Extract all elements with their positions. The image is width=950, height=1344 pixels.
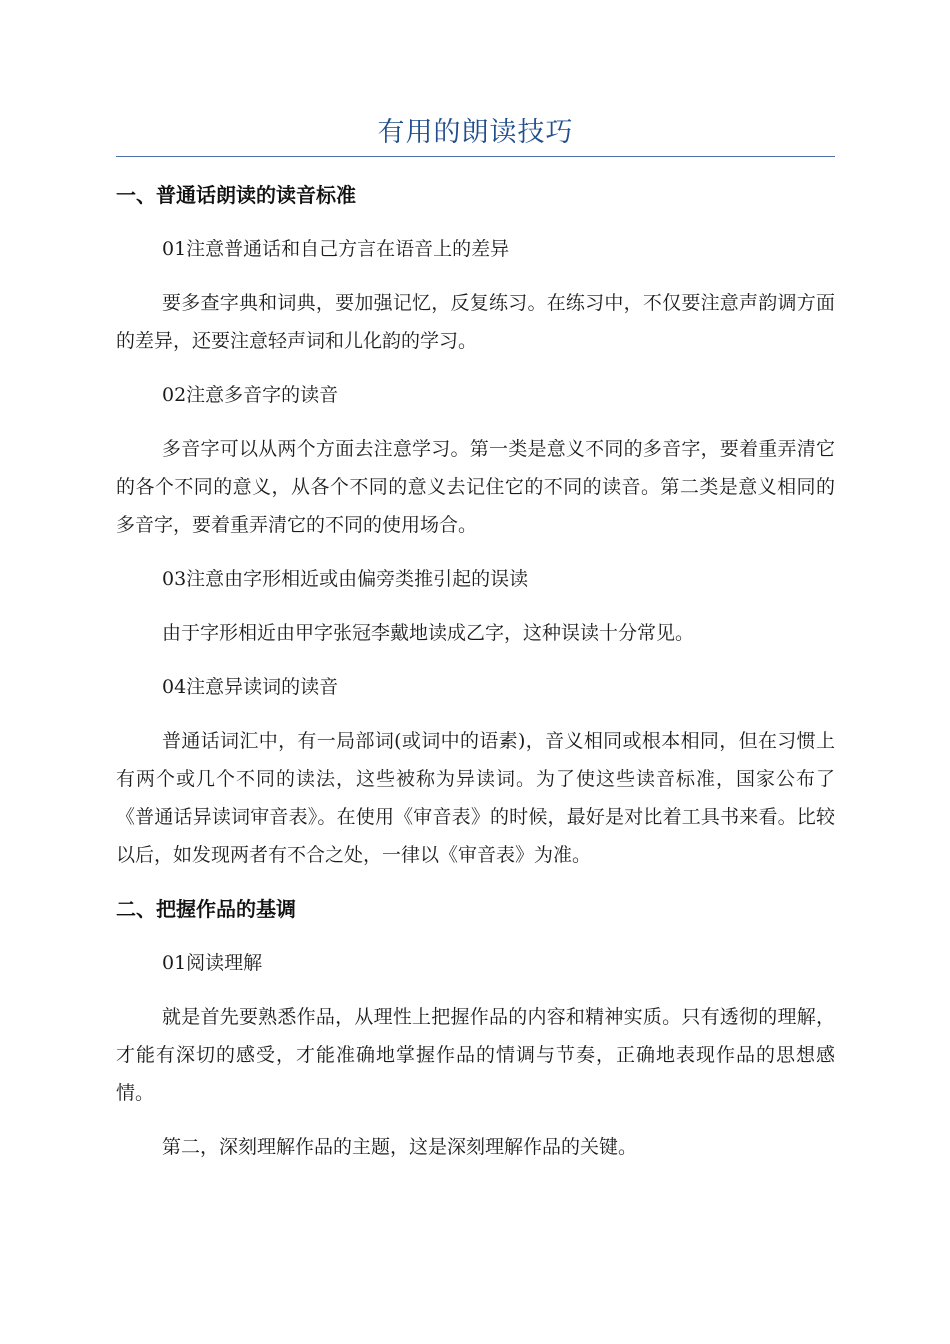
subheading-1-1: 01注意普通话和自己方言在语音上的差异 — [162, 238, 510, 260]
paragraph-2-1: 就是首先要熟悉作品，从理性上把握作品的内容和精神实质。只有透彻的理解，才能有深切的感受，才能准确地掌握作品的情调与节奏，正确地表现作品的思想感情。 — [116, 1006, 835, 1104]
subheading-1-2: 02注意多音字的读音 — [162, 384, 339, 406]
paragraph-1-1: 要多查字典和词典，要加强记忆，反复练习。在练习中，不仅要注意声韵调方面的差异，还要注意轻声词和儿化韵的学习。 — [116, 292, 835, 352]
section-heading-1: 一、普通话朗读的读音标准 — [116, 183, 356, 207]
subheading-2-1: 01阅读理解 — [162, 952, 263, 974]
paragraph-1-3: 由于字形相近由甲字张冠李戴地读成乙字，这种误读十分常见。 — [162, 622, 695, 644]
page-title: 有用的朗读技巧 — [377, 117, 574, 148]
title-block — [116, 110, 835, 157]
subheading-1-3: 03注意由字形相近或由偏旁类推引起的误读 — [162, 568, 529, 590]
paragraph-2-2: 第二，深刻理解作品的主题，这是深刻理解作品的关键。 — [162, 1136, 638, 1158]
paragraph-1-4: 普通话词汇中，有一局部词(或词中的语素)，音义相同或根本相同，但在习惯上有两个或几个不同的读法，这些被称为异读词。为了使这些读音标准，国家公布了《普通话异读词审音表》。在使用《审音表》的时候，最好是对比着工具书来看。比较以后，如发现两者有不合之处，一律以《审音表》为准。 — [116, 730, 835, 866]
paragraph-1-2: 多音字可以从两个方面去注意学习。第一类是意义不同的多音字，要着重弄清它的各个不同的意义，从各个不同的意义去记住它的不同的读音。第二类是意义相同的多音字，要着重弄清它的不同的使用场合。 — [116, 438, 835, 536]
document-body — [116, 176, 835, 1182]
subheading-1-4: 04注意异读词的读音 — [162, 676, 339, 698]
section-heading-2: 二、把握作品的基调 — [116, 897, 296, 921]
